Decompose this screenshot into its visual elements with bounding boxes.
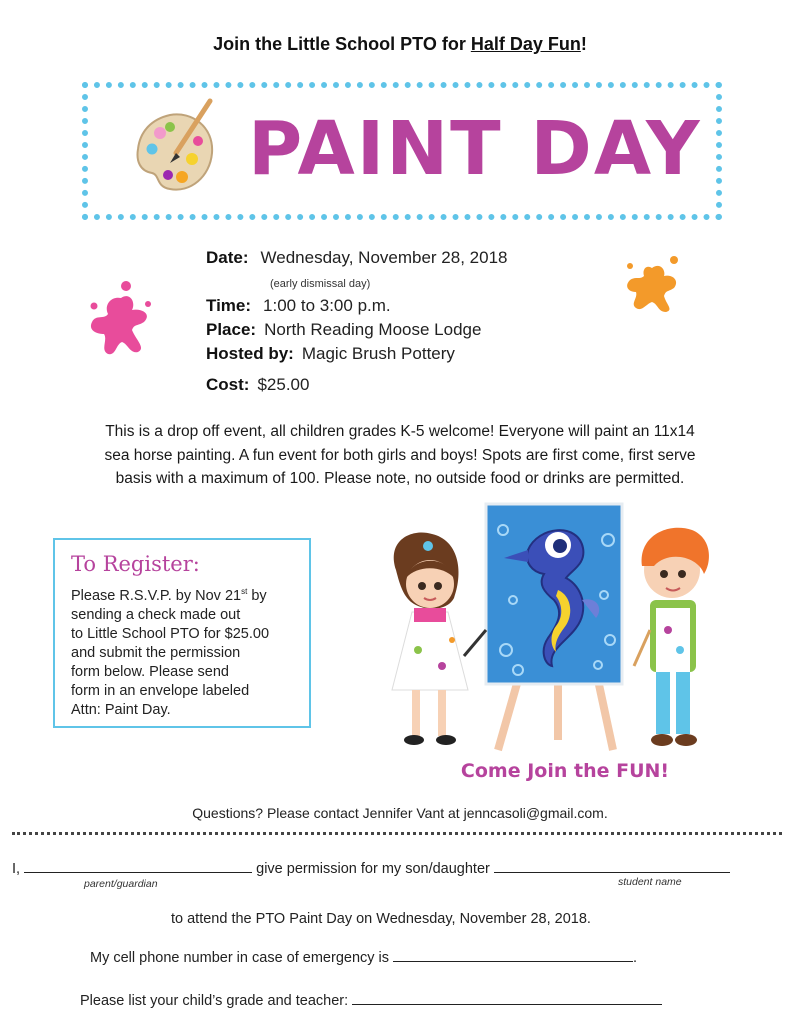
- boy-character: [634, 528, 709, 746]
- girl-character: [392, 533, 486, 746]
- ordinal-suffix: st: [241, 587, 248, 596]
- description-line: This is a drop off event, all children grades K-5 welcome! Everyone will paint an 11x14: [105, 423, 695, 440]
- register-box: [53, 538, 311, 728]
- date-label: Date:: [206, 248, 249, 267]
- date-value: Wednesday, November 28, 2018: [260, 248, 508, 267]
- student-caption: student name: [618, 876, 682, 888]
- place-row: [206, 320, 481, 340]
- place-label: Place:: [206, 320, 257, 339]
- easel-leg: [598, 680, 613, 750]
- permission-line-3: [90, 948, 637, 966]
- register-line: form below. Please send: [71, 663, 229, 680]
- host-row: [206, 344, 455, 364]
- event-description: [34, 420, 766, 491]
- register-line: [71, 582, 295, 606]
- description-line: basis with a maximum of 100. Please note, no outside food or drinks are permitted.: [115, 470, 685, 487]
- time-value: 1:00 to 3:00 p.m.: [263, 296, 391, 315]
- headline-suffix: !: [580, 34, 587, 54]
- register-line: and submit the permission: [71, 644, 241, 661]
- student-name-field[interactable]: [494, 859, 730, 873]
- orange-paint-splat-icon: [622, 250, 688, 318]
- place-value: North Reading Moose Lodge: [264, 320, 482, 339]
- parent-name-field[interactable]: [24, 859, 252, 873]
- pink-paint-splat-icon: [86, 278, 156, 360]
- register-line: to Little School PTO for $25.00: [71, 625, 270, 642]
- register-text: by: [247, 587, 267, 604]
- grade-teacher-field[interactable]: [352, 991, 662, 1005]
- cost-label: Cost:: [206, 375, 250, 394]
- kids-painting-illustration: [368, 500, 728, 760]
- register-line: form in an envelope labeled: [71, 682, 250, 699]
- phone-prompt: My cell phone number in case of emergency is: [90, 950, 390, 966]
- event-headline: [0, 34, 800, 55]
- permission-line-1: [12, 859, 730, 877]
- permission-line-4: [80, 991, 662, 1009]
- time-label: Time:: [206, 296, 252, 315]
- come-join-caption: Come Join the FUN!: [460, 760, 670, 782]
- register-line: sending a check made out: [71, 606, 241, 623]
- date-note: (early dismissal day): [270, 278, 371, 290]
- register-text: Please R.S.V.P. by Nov 21: [71, 587, 242, 604]
- parent-caption: parent/guardian: [84, 878, 158, 890]
- time-row: [206, 296, 391, 316]
- register-line: Attn: Paint Day.: [71, 701, 171, 718]
- easel-leg: [498, 680, 518, 750]
- permission-prefix: I,: [12, 861, 21, 877]
- date-row: [206, 248, 507, 268]
- emergency-phone-field[interactable]: [393, 948, 633, 962]
- headline-prefix: Join the Little School PTO for: [213, 34, 471, 54]
- description-line: sea horse painting. A fun event for both girls and boys! Spots are first come, first serve: [104, 446, 696, 464]
- grade-teacher-prompt: Please list your child’s grade and teacher:: [80, 993, 349, 1009]
- register-title: To Register:: [71, 552, 200, 576]
- seahorse-pupil: [553, 539, 567, 553]
- cost-row: [206, 375, 309, 395]
- host-label: Hosted by:: [206, 344, 294, 363]
- cut-line-divider: [12, 832, 782, 835]
- permission-middle: give permission for my son/daughter: [256, 861, 490, 877]
- paint-day-title: PAINT DAY: [248, 106, 702, 192]
- permission-line-2: to attend the PTO Paint Day on Wednesday, November 28, 2018.: [171, 911, 591, 927]
- cost-value: $25.00: [257, 375, 310, 394]
- headline-highlight: Half Day Fun: [470, 34, 581, 54]
- phone-suffix: .: [633, 950, 638, 966]
- palette-icon: [130, 97, 220, 202]
- host-value: Magic Brush Pottery: [301, 344, 455, 363]
- contact-line: Questions? Please contact Jennifer Vant at jenncasoli@gmail.com.: [192, 805, 608, 821]
- register-instructions: [71, 582, 295, 720]
